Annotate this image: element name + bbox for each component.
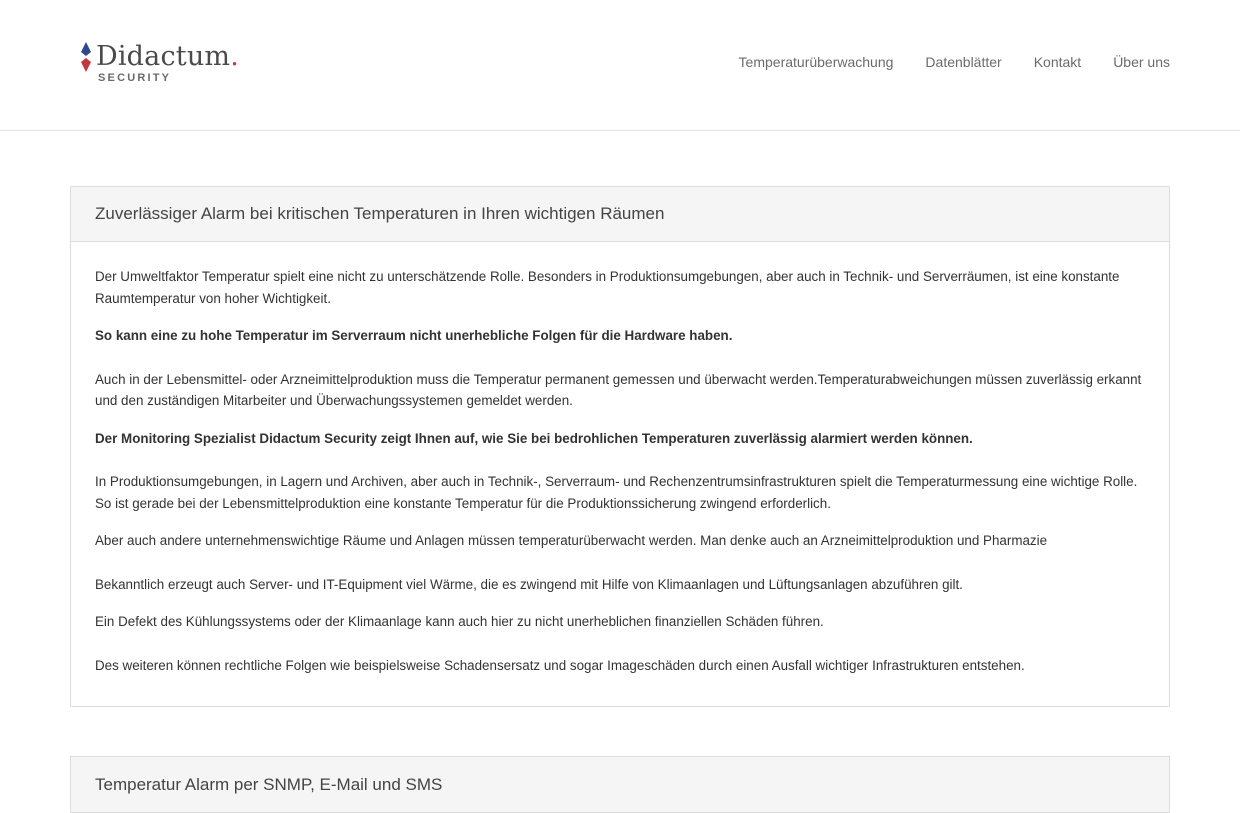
panel-title: Temperatur Alarm per SNMP, E-Mail und SMS <box>71 757 1169 812</box>
paragraph: Der Umweltfaktor Temperatur spielt eine nicht zu unterschätzende Rolle. Besonders in Produktionsumgebungen, aber auch in Technik- und Serverräumen, ist eine konstante Raumtemperatur von hoher Wichtigkeit. <box>95 269 1120 306</box>
site-header <box>0 0 1240 131</box>
main-nav <box>739 54 1170 70</box>
nav-item-datenblaetter[interactable]: Datenblätter <box>925 54 1002 70</box>
paragraph: Ein Defekt des Kühlungssystems oder der Klimaanlage kann auch hier zu nicht unerheblichen finanziellen Schäden führen. <box>95 614 824 629</box>
paragraph: Bekanntlich erzeugt auch Server- und IT-Equipment viel Wärme, die es zwingend mit Hilfe von Klimaanlagen und Lüftungsanlagen abzuführen gilt. <box>95 576 963 592</box>
paragraph-bold: Der Monitoring Spezialist Didactum Security zeigt Ihnen auf, wie Sie bei bedrohlichen Temperaturen zuverlässig alarmiert werden können. <box>95 430 973 446</box>
panel-title: Zuverlässiger Alarm bei kritischen Temperaturen in Ihren wichtigen Räumen <box>71 187 1169 242</box>
logo-tagline: SECURITY <box>98 72 172 84</box>
panel-snmp-email-sms <box>70 756 1170 813</box>
paragraph: Aber auch andere unternehmenswichtige Räume und Anlagen müssen temperaturüberwacht werden. Man denke auch an Arzneimittelproduktion und Pharmazie <box>95 533 1048 548</box>
panel-temperature-alarm <box>70 186 1170 707</box>
paragraph: Des weiteren können rechtliche Folgen wie beispielsweise Schadensersatz und sogar Imageschäden durch einen Ausfall wichtiger Infrastrukturen entstehen. <box>95 657 1025 673</box>
diamond-logo-icon <box>80 42 92 72</box>
paragraph-bold: So kann eine zu hohe Temperatur im Serverraum nicht unerhebliche Folgen für die Hardware haben. <box>95 328 733 343</box>
didactum-security-logo[interactable] <box>80 40 240 88</box>
paragraph: In Produktionsumgebungen, in Lagern und Archiven, aber auch in Technik-, Serverraum- und Rechenzentrumsinfrastrukturen spielt die Temperaturmessung eine wichtige Rolle. So ist gerade bei der Lebensmittelproduktion eine konstante Temperatur für die Produktionssicherung zwingend erforderlich. <box>95 474 1138 511</box>
paragraph: Auch in der Lebensmittel- oder Arzneimittelproduktion muss die Temperatur permanent gemessen und überwacht werden.Temperaturabweichungen müssen zuverlässig erkannt und den zuständigen Mitarbeiter und Überwachungssystemen gemeldet werden. <box>95 371 1142 408</box>
logo-wordmark: Didactum. <box>96 41 240 72</box>
panel-body <box>71 242 1169 706</box>
nav-item-temperaturueberwachung[interactable]: Temperaturüberwachung <box>738 54 894 70</box>
nav-item-ueber-uns[interactable]: Über uns <box>1113 54 1170 70</box>
nav-item-kontakt[interactable]: Kontakt <box>1033 54 1082 70</box>
